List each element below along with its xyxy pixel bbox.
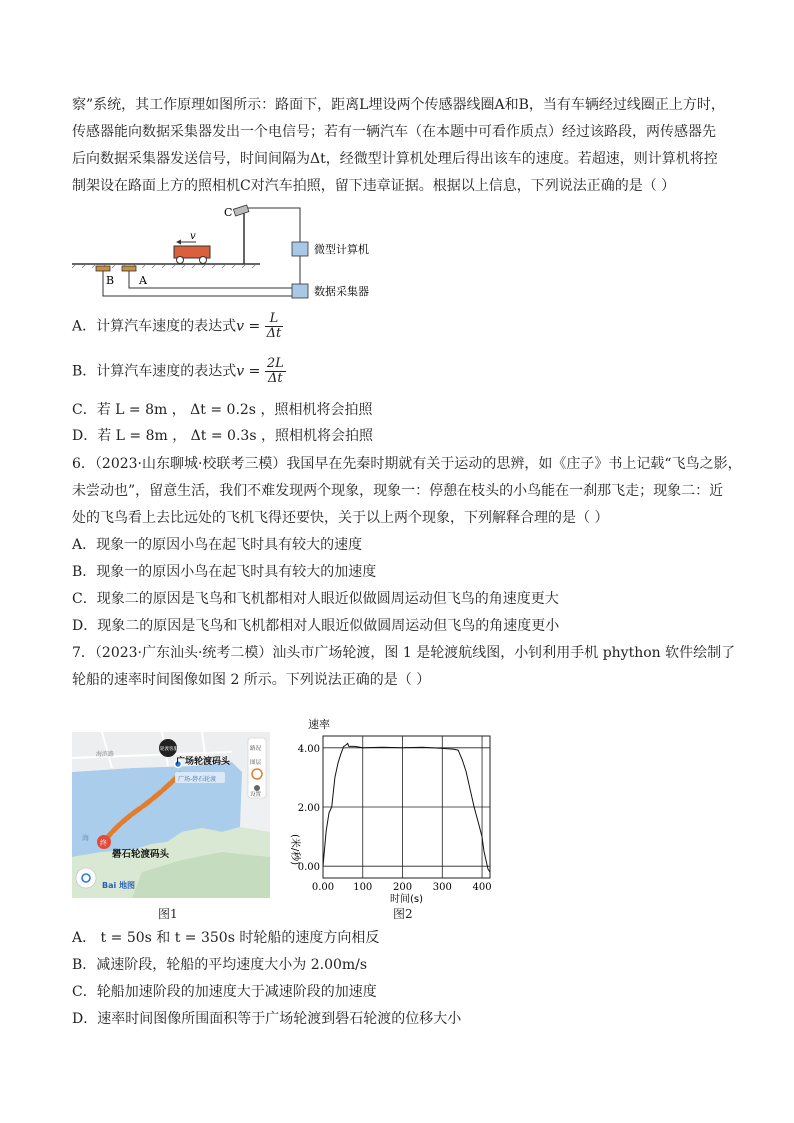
q5-stem-line-3: 后向数据采集器发送信号，时间间隔为Δt，经微型计算机处理后得出该车的速度。若超速，则计算机将控 <box>72 151 718 167</box>
q6-stem-line-3: 处的飞鸟看上去比远处的飞机飞得还要快，关于以上两个现象，下列解释合理的是（ ） <box>72 510 609 526</box>
y-tick-label: 4.00 <box>297 743 320 755</box>
q5-option-a-fraction: $\frac{L}{\Delta t}$ <box>266 311 282 341</box>
x-axis-label: 时间(s) <box>389 894 424 905</box>
q5-option-a <box>72 312 283 341</box>
q6-option-c: C．现象二的原因是飞鸟和飞机都相对人眼近似做圆周运动但飞鸟的角速度更大 <box>72 591 559 607</box>
computer-label: 微型计算机 <box>314 243 369 256</box>
ferry-badge-text: 轮渡客服 <box>160 747 178 752</box>
collector-label: 数据采集器 <box>314 285 369 298</box>
q5-option-a-text: A．计算汽车速度的表达式 <box>72 318 237 335</box>
map-logo: Bai 地图 <box>102 881 136 890</box>
camera-label: C <box>224 206 233 219</box>
coil-b-label: B <box>106 274 115 287</box>
q5-stem-line-1: 察”系统，其工作原理如图所示：路面下，距离L埋设两个传感器线圈A和B，当有车辆经过线圈正上方时， <box>72 97 725 113</box>
q7-option-d: D．速率时间图像所围面积等于广场轮渡到礐石轮渡的位移大小 <box>72 1011 462 1027</box>
x-tick-label: 0.00 <box>311 882 335 893</box>
dest-sub-label: 广场-礐石轮渡 <box>178 776 217 783</box>
ferry-route-map <box>72 732 270 898</box>
x-tick-label: 200 <box>392 882 413 893</box>
speed-camera-diagram <box>72 204 402 304</box>
coil-b <box>96 266 110 271</box>
q6-option-b: B．现象一的原因小鸟在起飞时具有较大的加速度 <box>72 564 377 580</box>
q6-option-a: A．现象一的原因小鸟在起飞时具有较大的速度 <box>72 537 363 553</box>
q5-option-b-lhs: v = <box>236 363 261 380</box>
settings-icon <box>254 785 260 791</box>
velocity-label: v <box>190 231 196 242</box>
camera-icon <box>233 205 248 216</box>
coil-a <box>122 266 136 271</box>
start-marker-text: 终 <box>100 839 107 847</box>
map-water-label: 海 <box>82 834 89 842</box>
q5-option-a-lhs: v = <box>236 318 261 335</box>
q6-stem-line-1: 6．（2023·山东聊城·校联考三模）我国早在先秦时期就有关于运动的思辨，如《庄子》书上记载“飞鸟之影， <box>72 456 742 472</box>
car-icon <box>174 246 210 264</box>
start-label: 礐石轮渡码头 <box>112 849 170 860</box>
q7-option-c: C．轮船加速阶段的加速度大于减速阶段的加速度 <box>72 984 377 1000</box>
y-axis-label: 速率 <box>308 718 330 731</box>
figure2-caption: 图2 <box>393 907 413 921</box>
map-canvas <box>72 732 270 898</box>
q7-option-b: B．减速阶段，轮船的平均速度大小为 2.00m/s <box>72 957 368 973</box>
q7-stem-line-2: 轮船的速率时间图像如图 2 所示。下列说法正确的是（ ） <box>72 672 431 688</box>
q6-option-d: D．现象二的原因是飞鸟和飞机都相对人眼近似做圆周运动但飞鸟的角速度更小 <box>72 618 560 634</box>
x-tick-label: 100 <box>353 882 373 893</box>
q7-stem-line-1: 7．（2023·广东汕头·统考二模）汕头市广场轮渡，图 1 是轮渡航线图，小钊利用手机 phython 软件绘制了 <box>72 645 736 661</box>
map-side-label-3: 设置 <box>250 792 262 798</box>
dest-label: 广场轮渡码头 <box>176 757 231 767</box>
y-axis-unit: (米/秒) <box>289 834 300 866</box>
computer-box <box>292 242 308 256</box>
locate-button <box>76 868 96 888</box>
q5-stem-line-4: 制架设在路面上方的照相机C对汽车拍照，留下违章证据。根据以上信息，下列说法正确的是（ ） <box>72 178 676 194</box>
q5-option-b <box>72 357 286 386</box>
map-place-1: 海滨路 <box>96 751 115 758</box>
y-tick-label: 2.00 <box>297 803 320 814</box>
figure1-caption: 图1 <box>158 907 178 921</box>
coil-a-label: A <box>139 274 147 287</box>
q5-option-d: D．若 L = 8m ， Δt = 0.3s ，照相机将会拍照 <box>72 428 373 444</box>
x-tick-label: 400 <box>472 882 492 893</box>
q7-option-a: A． t = 50s 和 t = 350s 时轮船的速度方向相反 <box>72 930 380 946</box>
collector-box <box>292 284 308 298</box>
q5-option-c: C．若 L = 8m ， Δt = 0.2s ，照相机将会拍照 <box>72 402 373 418</box>
speed-time-chart <box>278 716 508 916</box>
q5-stem-line-2: 传感器能向数据采集器发出一个电信号；若有一辆汽车（在本题中可看作质点）经过该路段，两传感器先 <box>72 124 716 140</box>
q5-option-b-text: B．计算汽车速度的表达式 <box>72 363 237 380</box>
y-tick-label: 0.00 <box>297 862 320 874</box>
speed-series-line <box>323 743 490 872</box>
q5-option-b-fraction: $\frac{2L}{\Delta t}$ <box>266 356 284 386</box>
x-tick-label: 300 <box>432 882 452 893</box>
map-side-label-2: 图层 <box>250 760 262 766</box>
map-side-label-1: 路况 <box>250 746 262 752</box>
q6-stem-line-2: 未尝动也”，留意生活，我们不难发现两个现象，现象一：停憩在枝头的小鸟能在一刹那飞走；现象二：近 <box>72 483 724 499</box>
